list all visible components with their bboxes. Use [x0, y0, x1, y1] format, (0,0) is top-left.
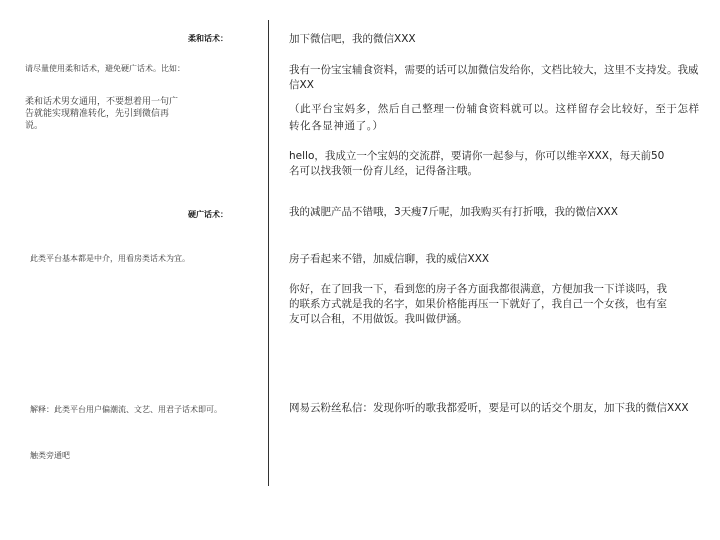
- closing-note: 触类旁通吧: [30, 451, 70, 460]
- script-line-6: 房子看起来不错，加威信聊，我的威信XXX: [289, 253, 490, 265]
- script-line-3-note: （此平台宝妈多，然后自己整理一份辅食资料就可以。这样留存会比较好，至于怎样转化各显神通了。）: [289, 103, 700, 132]
- script-line-4: hello，我成立一个宝妈的交流群，要请你一起参与，你可以维辛XXX，每天前50名可以找我领一份育儿经，记得备注哦。: [289, 150, 665, 177]
- hard-script-note: 此类平台基本都是中介，用看房类话术为宜。: [30, 254, 190, 263]
- soft-script-note: 柔和话术男女通用，不要想着用一句广告就能实现精准转化，先引到微信再说。: [25, 97, 179, 131]
- soft-script-intro: 请尽量使用柔和话术，避免硬广话术。比如：: [25, 64, 185, 73]
- script-line-2: 我有一份宝宝辅食资料，需要的话可以加微信发给你，文档比较大，这里不支持发。我威信XX: [289, 64, 699, 91]
- script-line-8: 网易云粉丝私信：发现你听的歌我都爱听，要是可以的话交个朋友，加下我的微信XXX: [289, 402, 689, 414]
- script-line-1: 加下微信吧，我的微信XXX: [289, 33, 416, 45]
- explain-note: 解释：此类平台用户偏潮流、文艺、用君子话术即可。: [30, 405, 222, 414]
- column-divider: [268, 20, 269, 486]
- hard-script-heading: 硬广话术：: [188, 210, 228, 219]
- script-line-7: 你好，在了回我一下，看到您的房子各方面我都很满意，方便加我一下详谈吗，我的联系方式就是我的名字，如果价格能再压一下就好了，我自己一个女孩，也有室友可以合租，不用做饭。我叫做伊涵。: [289, 283, 667, 325]
- soft-script-heading: 柔和话术：: [188, 34, 228, 43]
- script-line-5: 我的减肥产品不错哦，3天瘦7斤呢，加我购买有打折哦，我的微信XXX: [289, 206, 618, 218]
